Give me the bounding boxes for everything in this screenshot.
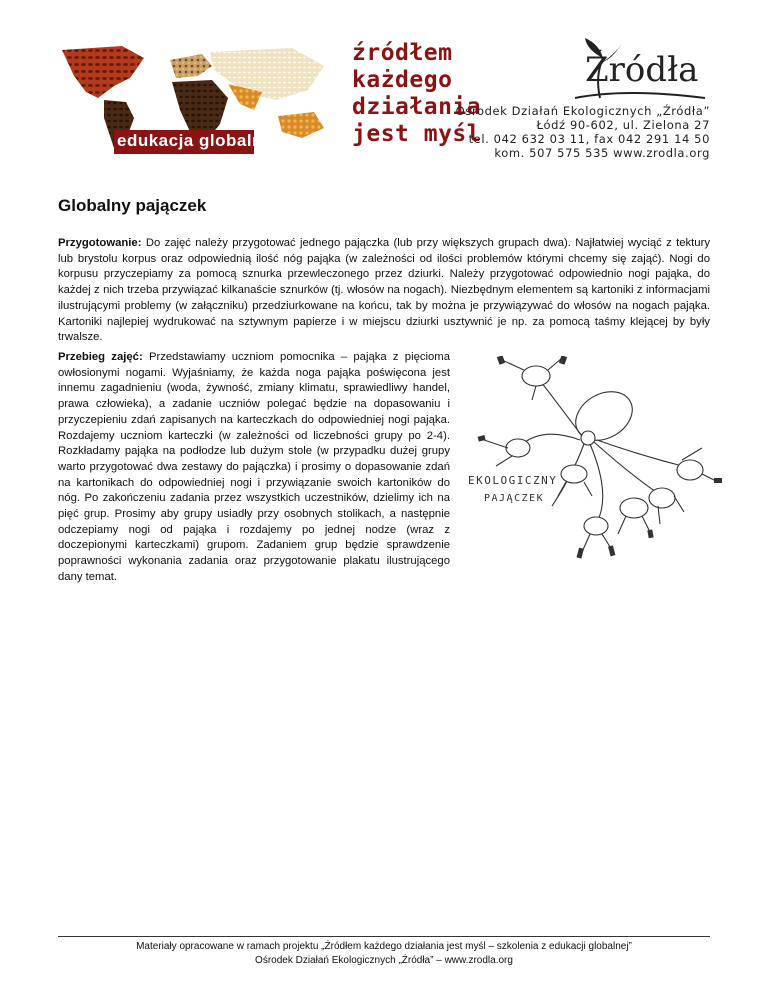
org-name: Ośrodek Działań Ekologicznych „Źródła”: [455, 104, 710, 118]
procedure-text: Przedstawiamy uczniom pomocnika – pająka z pięcioma owłosionymi nogami. Wyjaśniamy, że każda noga pająka poświęcona jest innemu zagadnieniu (woda, żywność, zmiany klimatu, sprawiedliwy handel, prawa człowieka), a zadanie uczniów polegać będzie na dopasowaniu i przyczepieniu zdań zapisanych na karteczkach do odpowiedniej nogi pająka. Rozdajemy uczniom karteczki (w zależności od liczebności grupy po 2-4). Rozkładamy pająka na podłodze lub dużym stole (w przypadku dużej grupy warto przygotować dwa zestawy do pajączka) i prosimy o dopasowanie zdań na kartonikach do odpowiedniej nogi i przywiązanie swoich kartoników do nóg. Po zakończeniu zadania przez wszystkich uczestników, dzielimy ich na pięć grup. Prosimy aby grupy usiadły przy osobnych stolikach, a następnie odczepiamy nogi od pająka i rozdajemy po jednej nodze (wraz z doczepionymi karteczkami) grupom. Zadaniem grup będzie sprawdzenie poprawności wykonania zadania oraz przygotowanie plakatu ilustrującego dany temat.: [58, 351, 450, 583]
edu-global-label: edukacja globalna: [117, 131, 273, 150]
procedure-label: Przebieg zajęć:: [58, 351, 143, 363]
preparation-text: Do zajęć należy przygotować jednego pajączka (lub przy większych grupach dwa). Najłatwiej wyciąć z tektury lub brystolu korpus oraz odpowiednią ilość nóg pająka (w zależności od ilości problemów którymi chcemy się zająć). Nogi do korpusu przyczepiamy za pomocą sznurka przewleczonego przez dziurki. Należy przygotować odpowiednio nogi pająka, do każdej z nich trzeba przywiązać kilkanaście sznurków (tj. włosów na nogach). Niezbędnym elementem są kartoniki z informacjami ilustrującymi problemy (w załączniku) przedziurkowane na końcu, tak by można je przywiązywać do włosów na nogach pająka. Kartoniki najlepiej wydrukować na sztywnym papierze i w miejscu dziurki usztywnić je np. za pomocą taśmy klejącej by były trwalsze.: [58, 237, 710, 344]
spider-label-2: PAJĄCZEK: [484, 493, 545, 504]
slogan-line-2: każdego: [352, 67, 453, 93]
slogan-line-1: źródłem: [352, 40, 453, 66]
slogan: [352, 40, 482, 148]
footer-line-1: Materiały opracowane w ramach projektu „Źródłem każdego działania jest myśl – szkolenia z edukacji globalnej”: [136, 941, 632, 952]
spider-label-1: EKOLOGICZNY: [468, 474, 558, 487]
procedure-paragraph: [58, 350, 450, 586]
spider-illustration: [462, 356, 722, 566]
footer-line-2: Ośrodek Działań Ekologicznych „Źródła” – www.zrodla.org: [255, 955, 513, 966]
page-title: Globalny pajączek: [58, 196, 207, 215]
slogan-line-3: działania: [352, 94, 482, 120]
preparation-paragraph: [58, 236, 710, 346]
preparation-label: Przygotowanie:: [58, 237, 142, 249]
slogan-line-4: jest myśl: [352, 121, 482, 147]
footer: [58, 940, 710, 968]
zrodla-brand: Źródła: [585, 50, 699, 90]
org-mobile-web: kom. 507 575 535 www.zrodla.org: [494, 146, 710, 160]
org-address: Łódź 90-602, ul. Zielona 27: [536, 118, 710, 132]
org-phone: tel. 042 632 03 11, fax 042 291 14 50: [468, 132, 710, 146]
footer-divider: [58, 936, 710, 937]
org-contact: [456, 104, 710, 160]
header: [0, 0, 768, 180]
